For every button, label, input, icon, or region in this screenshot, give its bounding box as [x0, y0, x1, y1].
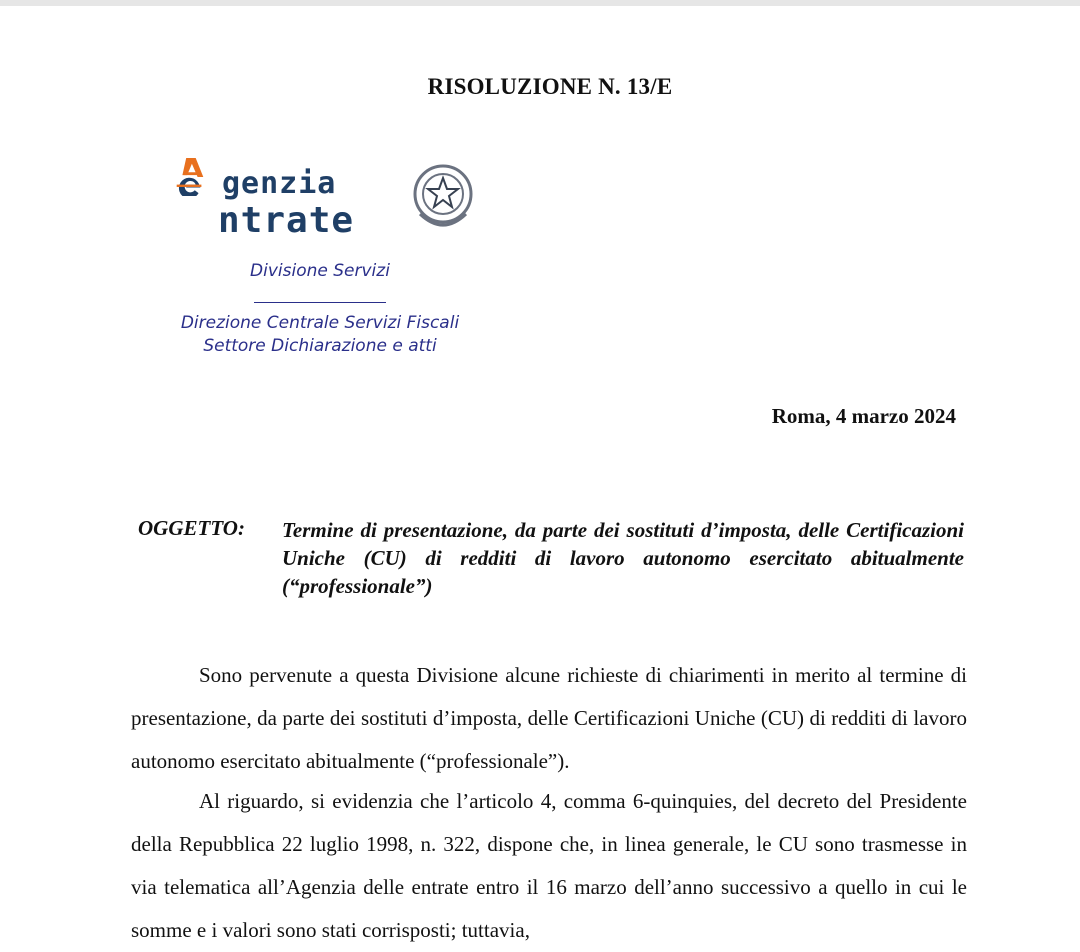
top-bar: [0, 0, 1080, 6]
directorate-name: Direzione Centrale Servizi Fiscali: [180, 313, 460, 333]
body-paragraph: Sono pervenute a questa Divisione alcune richieste di chiarimenti in merito al termine di presentazione, da parte dei sostituti d’imposta, delle Certificazioni Uniche (CU) di redditi di lavoro autonomo esercitato abitualmente (“professionale”).: [131, 663, 967, 773]
italian-emblem-icon: [410, 156, 476, 238]
divider: [254, 302, 386, 303]
body-paragraph: Al riguardo, si evidenzia che l’articolo 4, comma 6-quinquies, del decreto del Presidente della Repubblica 22 luglio 1998, n. 322, dispone che, in linea generale, le CU sono trasmesse in via telematica all’Agenzia delle entrate entro il 16 marzo dell’anno successivo a quello in cui le somme e i valori sono stati corrisposti; tuttavia,: [131, 789, 967, 942]
logo-line1: genzia: [222, 166, 337, 201]
logo-line2: ntrate: [218, 200, 355, 241]
directorate-block: [150, 312, 490, 358]
subject-label: OGGETTO:: [138, 516, 245, 540]
logo-mark-icon: [162, 158, 218, 196]
document-date: Roma, 4 marzo 2024: [771, 404, 956, 428]
division-name: Divisione Servizi: [250, 261, 390, 281]
page-title: RISOLUZIONE N. 13/E: [427, 74, 673, 99]
agenzia-entrate-logo: [160, 148, 490, 248]
subject-text: Termine di presentazione, da parte dei sostituti d’imposta, delle Certificazioni Uniche (CU) di redditi di lavoro autonomo esercitato abitualmente (“professionale”): [282, 518, 964, 598]
sector-name: Settore Dichiarazione e atti: [203, 336, 437, 356]
